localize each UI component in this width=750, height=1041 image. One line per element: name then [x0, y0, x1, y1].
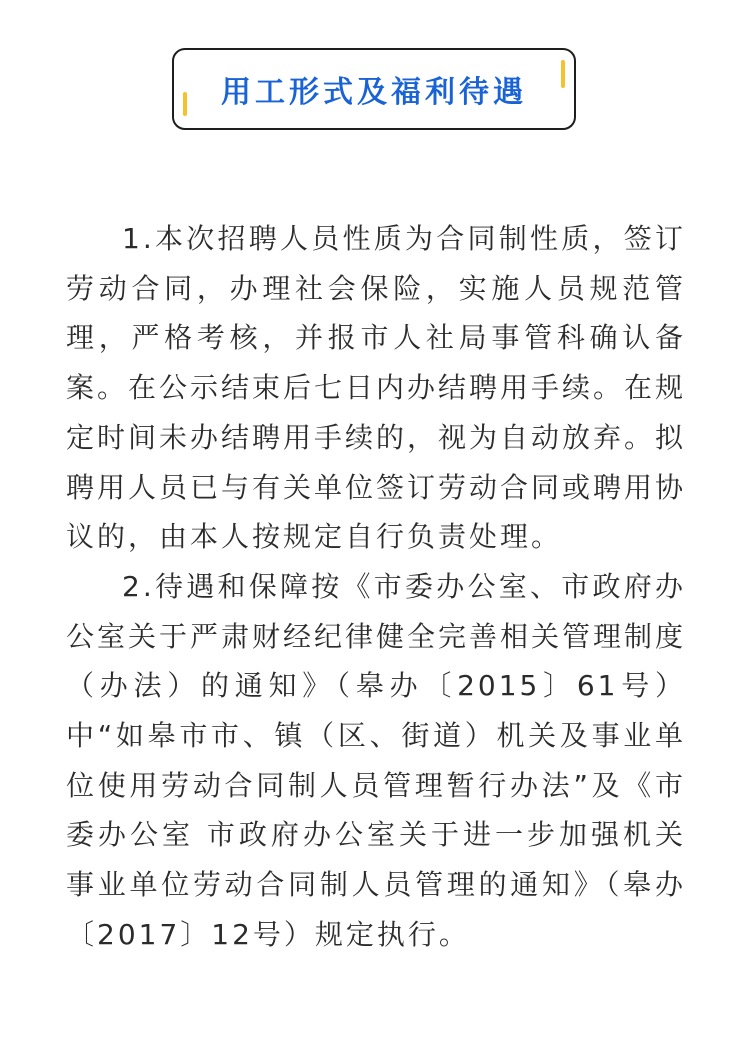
title-accent-left	[183, 92, 187, 116]
article-body	[66, 214, 686, 960]
section-title: 用工形式及福利待遇	[221, 75, 527, 110]
section-title-box	[172, 48, 576, 130]
paragraph-employment-terms: 1.本次招聘人员性质为合同制性质，签订劳动合同，办理社会保险，实施人员规范管理，严格考核，并报市人社局事管科确认备案。在公示结束后七日内办结聘用手续。在规定时间未办结聘用手续的，视为自动放弃。拟聘用人员已与有关单位签订劳动合同或聘用协议的，由本人按规定自行负责处理。	[66, 222, 687, 554]
paragraph-benefits: 2.待遇和保障按《市委办公室、市政府办公室关于严肃财经纪律健全完善相关管理制度（办法）的通知》（皋办〔2015〕61号）中“如皋市市、镇（区、街道）机关及事业单位使用劳动合同制人员管理暂行办法”及《市委办公室 市政府办公室关于进一步加强机关事业单位劳动合同制人员管理的通知》（皋办〔2017〕12号）规定执行。	[66, 569, 687, 951]
title-accent-right	[561, 60, 565, 88]
